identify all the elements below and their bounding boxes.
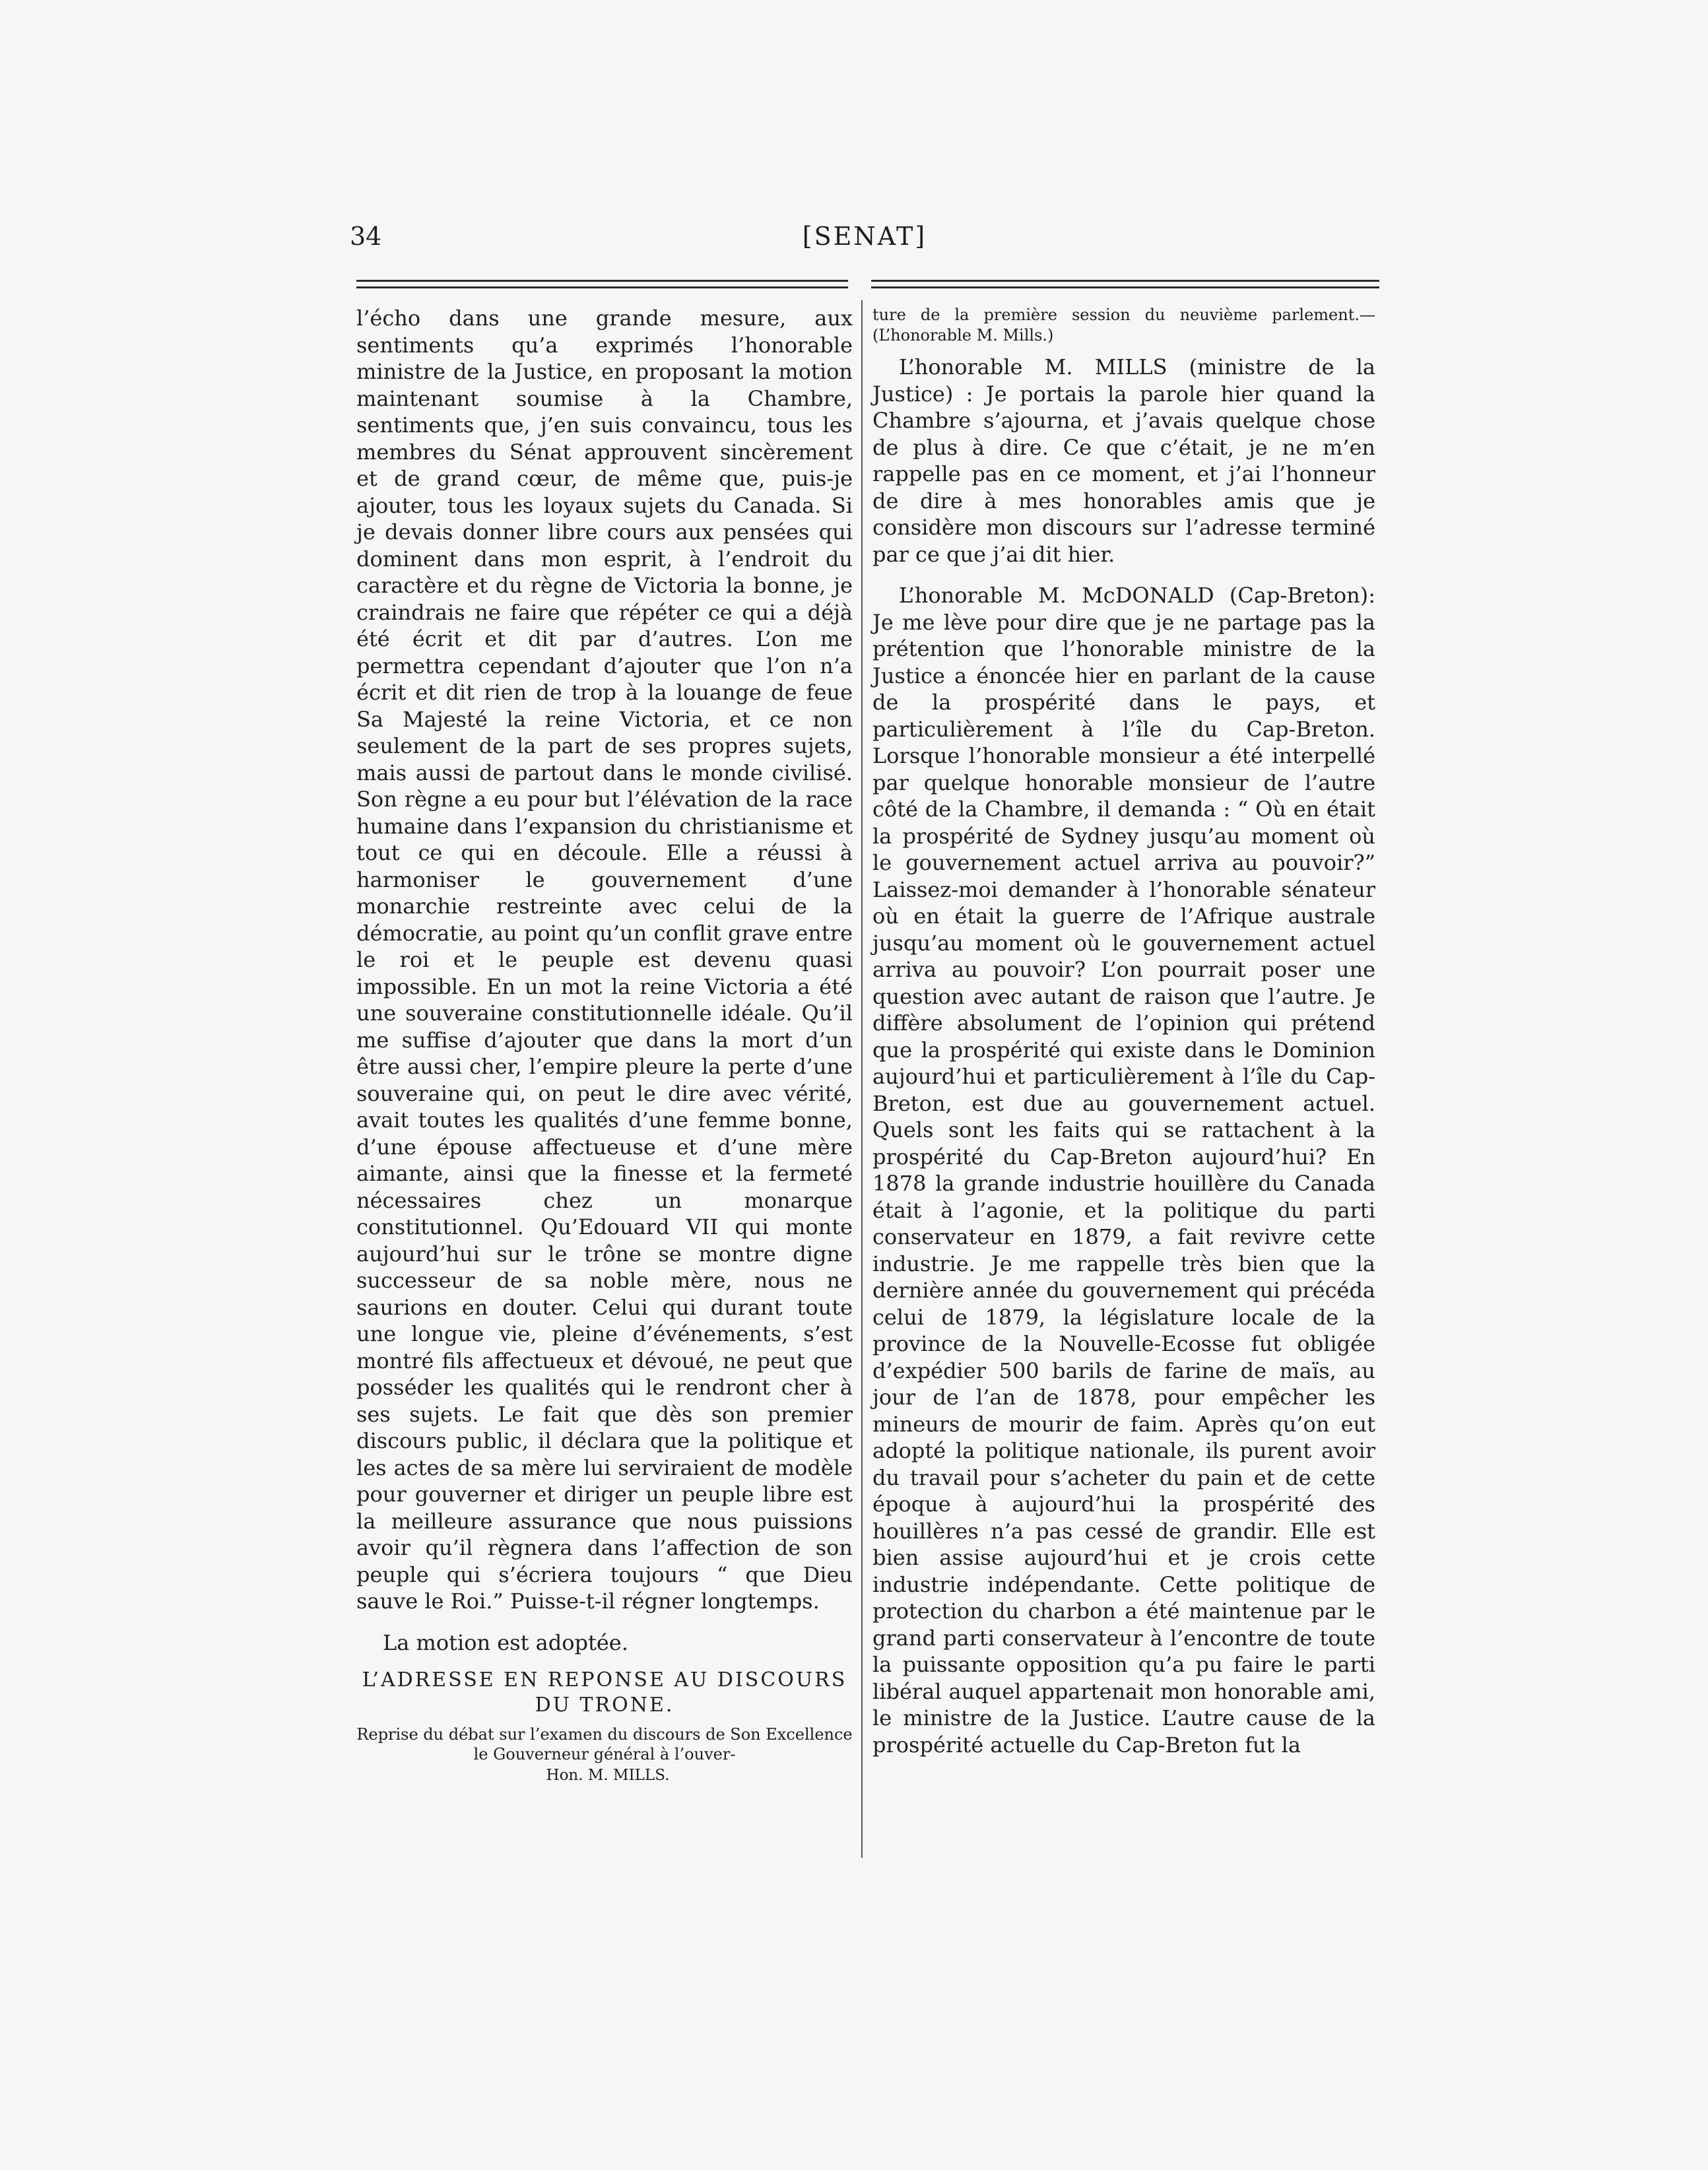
body-paragraph: l’écho dans une grande mesure, aux sentiments qu’a exprimés l’honorable ministre de la Justice, en proposant la motion maintenant soumise à la Chambre, sentiments que, j’en suis convaincu, tous les membres du Sénat approuvent sincèrement et de grand cœur, de même que, puis-je ajouter, tous les loyaux sujets du Canada. Si je devais donner libre cours aux pensées qui dominent dans mon esprit, à l’endroit du caractère et du règne de Victoria la bonne, je craindrais ne faire que répéter ce qui a déjà été écrit et dit par d’autres. L’on me permettra cependant d’ajouter que l’on n’a écrit et dit rien de trop à la louange de feue Sa Majesté la reine Victoria, et ce non seulement de la part de ses propres sujets, mais aussi de partout dans le monde civilisé. Son règne a eu pour but l’élévation de la race humaine dans l’expansion du christianisme et tout ce qui en découle. Elle a réussi à harmoniser le gouvernement d’une monarchie restreinte avec celui de la démocratie, au point qu’un conflit grave entre le roi et le peuple est devenu quasi impossible. En un mot la reine Victoria a été une souveraine constitutionnelle idéale. Qu’il me suffise d’ajouter que dans la mort d’un être aussi cher, l’empire pleure la perte d’une souveraine qui, on peut le dire avec vérité, avait toutes les qualités d’une femme bonne, d’une épouse affectueuse et d’une mère aimante, ainsi que la finesse et la fermeté nécessaires chez un monarque constitutionnel. Qu’Edouard VII qui monte aujourd’hui sur le trône se montre digne successeur de sa noble mère, nous ne saurions en douter. Celui qui durant toute une longue vie, pleine d’événements, s’est montré fils affectueux et dévoué, ne peut que posséder les qualités qui le rendront cher à ses sujets. Le fait que dès son premier discours public, il déclara que la politique et les actes de sa mère lui serviraient de modèle pour gouverner et diriger un peuple libre est la meilleure assurance que nous puissions avoir qu’il règnera dans l’affection de son peuple qui s’écriera toujours “ que Dieu sauve le Roi.” Puisse-t-il régner longtemps. xyxy=(356,306,853,1614)
column-divider xyxy=(861,300,863,1858)
right-column xyxy=(872,305,1375,1758)
left-column xyxy=(356,305,853,1785)
speaker-note: Hon. M. MILLS. xyxy=(546,1767,670,1784)
page-header xyxy=(350,222,1379,261)
section-heading: L’ADRESSE EN REPONSE AU DISCOURS DU TRONE. xyxy=(362,1668,847,1717)
stage-direction: Reprise du débat sur l’examen du discours de Son Excellence le Gouverneur général à l’ouver- xyxy=(356,1725,853,1763)
header-rule-right xyxy=(871,280,1379,294)
mills-speech: L’honorable M. MILLS (ministre de la Justice) : Je portais la parole hier quand la Chambre s’ajourna, et j’avais quelque chose de plus à dire. Ce que c’était, je ne m’en rappelle pas en ce moment, et j’ai l’honneur de dire à mes honorables amis que je considère mon discours sur l’adresse terminé par ce que j’ai dit hier. xyxy=(872,354,1375,567)
stage-direction-continued: ture de la première session du neuvième parlement.—(L’honorable M. Mills.) xyxy=(872,306,1375,345)
page-number: 34 xyxy=(350,222,382,251)
header-rule-left xyxy=(356,280,848,294)
motion-adopted: La motion est adoptée. xyxy=(383,1629,628,1655)
running-head: [SENAT] xyxy=(802,222,927,251)
mcdonald-speech: L’honorable M. McDONALD (Cap-Breton): Je me lève pour dire que je ne partage pas la prétention que l’honorable ministre de la Justice a énoncée hier en parlant de la cause de la prospérité dans le pays, et particulièrement à l’île du Cap-Breton. Lorsque l’honorable monsieur a été interpellé par quelque honorable monsieur de l’autre côté de la Chambre, il demanda : “ Où en était la prospérité de Sydney jusqu’au moment où le gouvernement actuel arriva au pouvoir?” Laissez-moi demander à l’honorable sénateur où en était la guerre de l’Afrique australe jusqu’au moment où le gouvernement actuel arriva au pouvoir? L’on pourrait poser une question avec autant de raison que l’autre. Je diffère absolument de l’opinion qui prétend que la prospérité qui existe dans le Dominion aujourd’hui et particulièrement à l’île du Cap-Breton, est due au gouvernement actuel. Quels sont les faits qui se rattachent à la prospérité du Cap-Breton aujourd’hui? En 1878 la grande industrie houillère du Canada était à l’agonie, et la politique du parti conservateur en 1879, a fait revivre cette industrie. Je me rappelle très bien que la dernière année du gouvernement qui précéda celui de 1879, la législature locale de la province de la Nouvelle-Ecosse fut obligée d’expédier 500 barils de farine de maïs, au jour de l’an de 1878, pour empêcher les mineurs de mourir de faim. Après qu’on eut adopté la politique nationale, ils purent avoir du travail pour s’acheter du pain et de cette époque à aujourd’hui la prospérité des houillères n’a pas cessé de grandir. Elle est bien assise aujourd’hui et je crois cette industrie indépendante. Cette politique de protection du charbon a été maintenue par le grand parti conservateur à l’encontre de toute la puissante opposition qu’a pu faire le parti libéral auquel appartenait mon honorable ami, le ministre de la Justice. L’autre cause de la prospérité actuelle du Cap-Breton fut la xyxy=(872,583,1375,1758)
